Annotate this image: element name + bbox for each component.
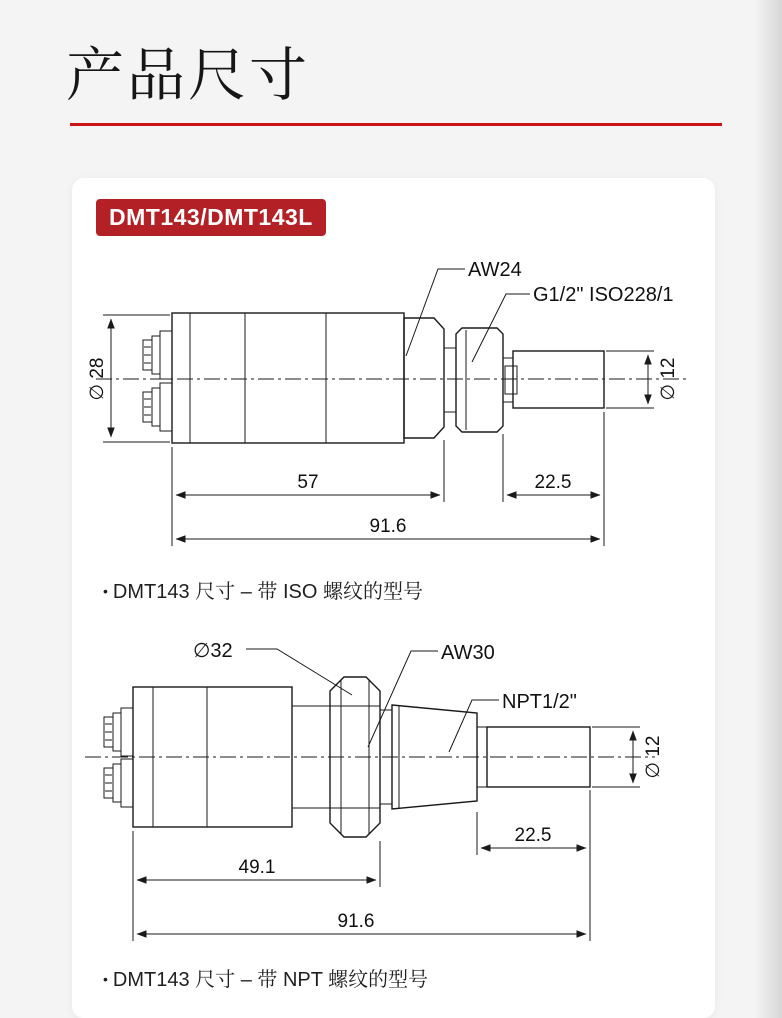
callout-wrench-size [368, 642, 495, 747]
dim-probe-length-label: 22.5 [534, 472, 572, 493]
iso-version-caption-text: DMT143 尺寸 – 带 ISO 螺纹的型号 [112, 581, 423, 603]
npt-version-caption [103, 963, 428, 992]
dim-probe-length [477, 790, 590, 941]
callout-thread-type-label: NPT1/2" [502, 691, 577, 713]
iso-version-drawing [72, 248, 715, 560]
dim-probe-length [503, 412, 604, 546]
page-title: 产品尺寸 [66, 43, 311, 108]
dim-overall-length [176, 516, 600, 539]
page-edge-shadow [754, 0, 782, 1018]
dim-body-length-label: 57 [297, 472, 319, 493]
npt-version-drawing [72, 630, 715, 950]
callout-wrench-size-label: AW30 [441, 642, 495, 664]
model-badge: DMT143/DMT143L [96, 199, 326, 236]
dim-overall-length [137, 911, 586, 934]
dim-probe-length-label: 22.5 [514, 825, 552, 846]
callout-thread-type [472, 284, 674, 362]
sensor-body [172, 313, 404, 443]
thread-collar [444, 328, 513, 432]
dim-body-length-label: 49.1 [238, 857, 276, 878]
dim-overall-length-label: 91.6 [337, 911, 375, 932]
npt-version-caption-text: DMT143 尺寸 – 带 NPT 螺纹的型号 [112, 969, 429, 991]
dim-body-diameter-label: ∅ 28 [87, 357, 108, 401]
callout-wrench-size-label: AW24 [468, 259, 522, 281]
callout-thread-type-label: G1/2" ISO228/1 [533, 284, 674, 306]
callout-thread-type [449, 691, 577, 752]
dim-overall-length-label: 91.6 [369, 516, 407, 537]
title-underline [70, 123, 722, 126]
dim-probe-diameter-label: ∅ 12 [658, 357, 679, 401]
callout-hex-diameter-label: ∅32 [193, 640, 233, 662]
caption-bullet: • [103, 583, 108, 599]
dim-probe-diameter-label: ∅ 12 [643, 735, 664, 779]
caption-bullet: • [103, 971, 108, 987]
callout-wrench-size [406, 259, 522, 356]
iso-version-caption [103, 575, 423, 604]
cable-connectors [143, 331, 172, 431]
hex-nut [404, 313, 444, 443]
